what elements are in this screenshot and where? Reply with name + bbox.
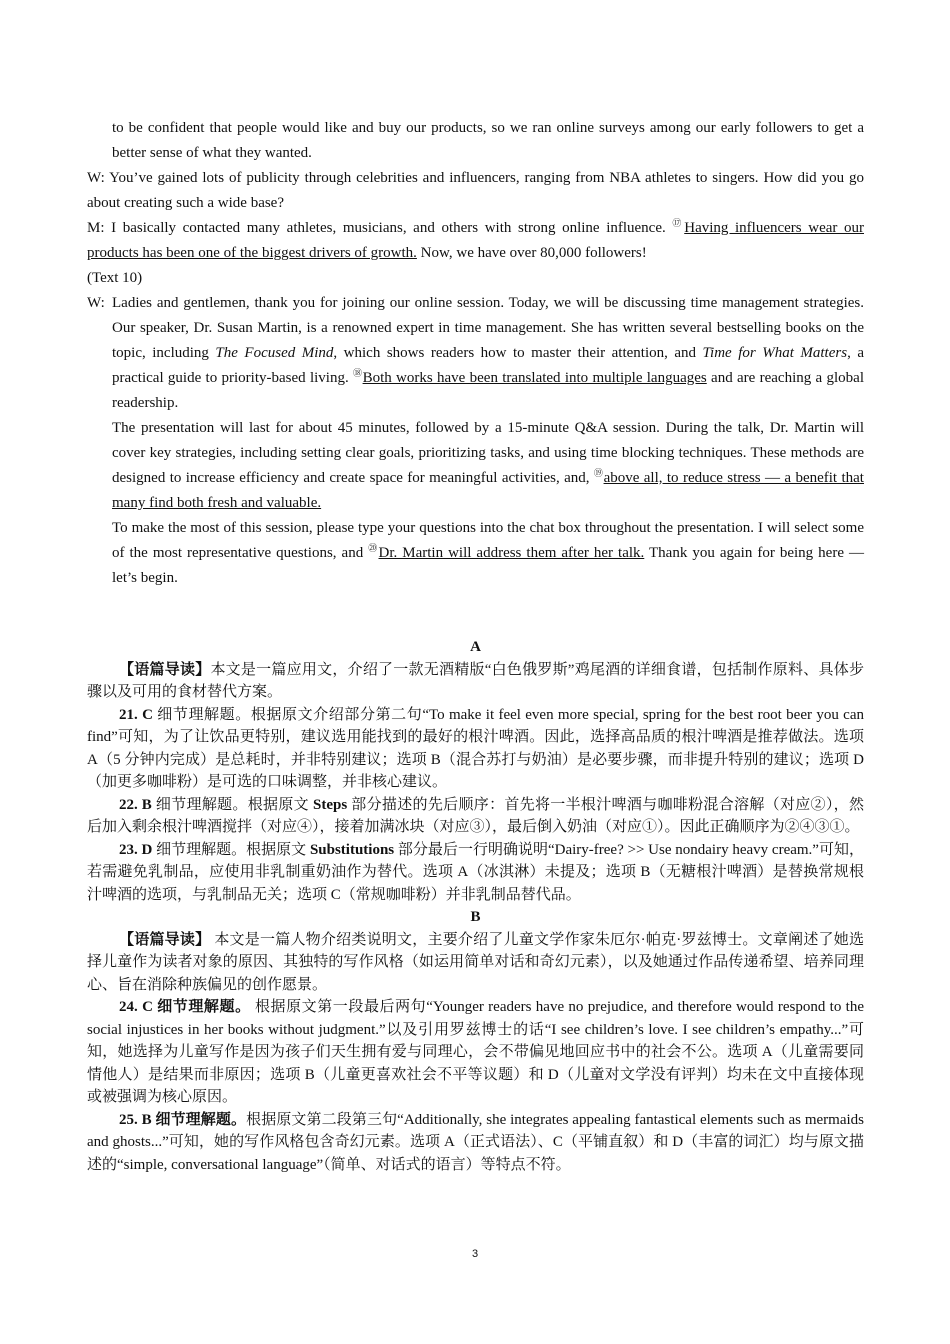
speech-paragraph-2: The presentation will last for about 45 minutes, followed by a 15-minute Q&A session. During the talk, Dr. Martin will cover key strategies, including setting clear goals, prioritizing tasks, and using time blocking techniques. These methods are designed to increase efficiency and create space for meaningful activities, and, ⑲above all, to reduce stress — a benefit that many find both fresh and valuable. (112, 420, 864, 511)
speech-paragraph-3: To make the most of this session, please type your questions into the chat box throughout the presentation. I will select some of the most representative questions, and ⑳Dr. Martin will address them after her talk. Thank you again for being here — let’s begin. (112, 520, 864, 586)
underlined-clue: Both works have been translated into multiple languages (362, 370, 707, 386)
speaker-label: W: (87, 295, 105, 311)
answer-25: 25. B 细节理解题。根据原文第二段第三句“Additionally, she integrates appealing fantastical elements such as mermaids and ghosts...”可知，她的写作风格包含奇幻元素。选项 A（正式语法）、C（平铺直叙）和 D（丰富的词汇）均与原文描述的“simple, conversational language”（简单、对话式的语言）等特点不符。 (87, 1111, 864, 1173)
marker-19: ⑲ (593, 468, 604, 478)
underlined-clue: Dr. Martin will address them after her talk. (378, 545, 645, 561)
answer-23: 23. D 细节理解题。根据原文 Substitutions 部分最后一行明确说明“Dairy-free? >> Use nondairy heavy cream.”可知，若需避免乳制品，应使用非乳制重奶油作为替代。选项 A（冰淇淋）未提及；选项 B（无糖根汁啤酒）是替换常规根汁啤酒的选项，与乳制品无关；选项 C（常规咖啡粉）并非乳制品替代品。 (87, 841, 864, 903)
marker-17: ⑰ (672, 218, 685, 228)
guide-b: 【语篇导读】 本文是一篇人物介绍类说明文，主要介绍了儿童文学作家朱厄尔·帕克·罗兹博士。文章阐述了她选择儿童作为读者对象的原因、其独特的写作风格（如运用简单对话和奇幻元素），以及她通过作品传递希望、培养同理心、旨在消除种族偏见的创作愿景。 (87, 931, 864, 993)
guide-a: 【语篇导读】本文是一篇应用文，介绍了一款无酒精版“白色俄罗斯”鸡尾酒的详细食谱，包括制作原料、具体步骤以及可用的食材替代方案。 (87, 661, 864, 700)
section-heading-b: B (470, 909, 481, 925)
book-title: Time for What Matters (702, 345, 848, 361)
text-heading: (Text 10) (87, 270, 143, 286)
speaker-text: You’ve gained lots of publicity through celebrities and influencers, ranging from NBA athletes to singers. How did you go about creating such a wide base? (87, 170, 864, 211)
underlined-clue: above all, to reduce stress — a benefit that many find both fresh and valuable. (112, 470, 864, 511)
speaker-line-w (87, 166, 864, 216)
speech-body (112, 291, 864, 591)
answer-22: 22. B 细节理解题。根据原文 Steps 部分描述的先后顺序：首先将一半根汁啤酒与咖啡粉混合溶解（对应②），然后加入剩余根汁啤酒搅拌（对应④），接着加满冰块（对应③），最后倒入奶油（对应①）。因此正确顺序为②④③①。 (87, 796, 864, 835)
listening-transcript (87, 116, 864, 591)
answer-21: 21. C 细节理解题。根据原文介绍部分第二句“To make it feel even more special, spring for the best root beer you can find”可知，为了让饮品更特别，建议选用能找到的最好的根汁啤酒。因此，选择高品质的根汁啤酒是推荐做法。选项 A（5 分钟内完成）是总耗时，并非特别建议；选项 B（混合苏打与奶油）是必要步骤，而非提升特别的建议；选项 D（加更多咖啡粉）是可选的口味调整，并非核心建议。 (87, 706, 864, 790)
marker-20: ⑳ (368, 543, 379, 553)
speaker-line-m: M: I basically contacted many athletes, musicians, and others with strong online influence. ⑰Having influencers wear our products has been one of the biggest drivers of growth. Now, we have over 80,000 followers! (87, 218, 864, 261)
continued-line: to be confident that people would like and buy our products, so we ran online surveys among our early followers to get a better sense of what they wanted. (112, 120, 864, 161)
speech-paragraph-1: Ladies and gentlemen, thank you for joining our online session. Today, we will be discussing time management strategies. Our speaker, Dr. Susan Martin, is a renowned expert in time management. She has written several bestselling books on the topic, including The Focused Mind, which shows readers how to master their attention, and Time for What Matters, a practical guide to priority-based living. ⑱Both works have been translated into multiple languages and are reaching a global readership. (112, 295, 864, 411)
page-number: 3 (471, 1248, 479, 1260)
section-heading-a: A (470, 639, 481, 655)
speaker-label: M: (87, 220, 105, 236)
underlined-clue: Having influencers wear our products has been one of the biggest drivers of growth. (87, 220, 864, 261)
book-title: The Focused Mind (215, 345, 334, 361)
answer-24: 24. C 细节理解题。 根据原文第一段最后两句“Younger readers have no prejudice, and therefore would respond to the social injustices in her books without judgment.”以及引用罗兹博士的话“I see children’s love. I see children’s empathy...”可知，她选择为儿童写作是因为孩子们天生拥有爱与同理心，会不带偏见地回应书中的社会不公。选项 A（儿童需要同情他人）是结果而非原因；选项 B（儿童更喜欢社会不平等议题）和 D（儿童对文学没有评判）均未在文中直接体现或被强调为核心原因。 (87, 999, 864, 1105)
marker-18: ⑱ (353, 368, 363, 378)
speaker-label: W: (87, 170, 105, 186)
answer-explanations (87, 636, 864, 1176)
speaker-line-w2 (87, 291, 864, 591)
